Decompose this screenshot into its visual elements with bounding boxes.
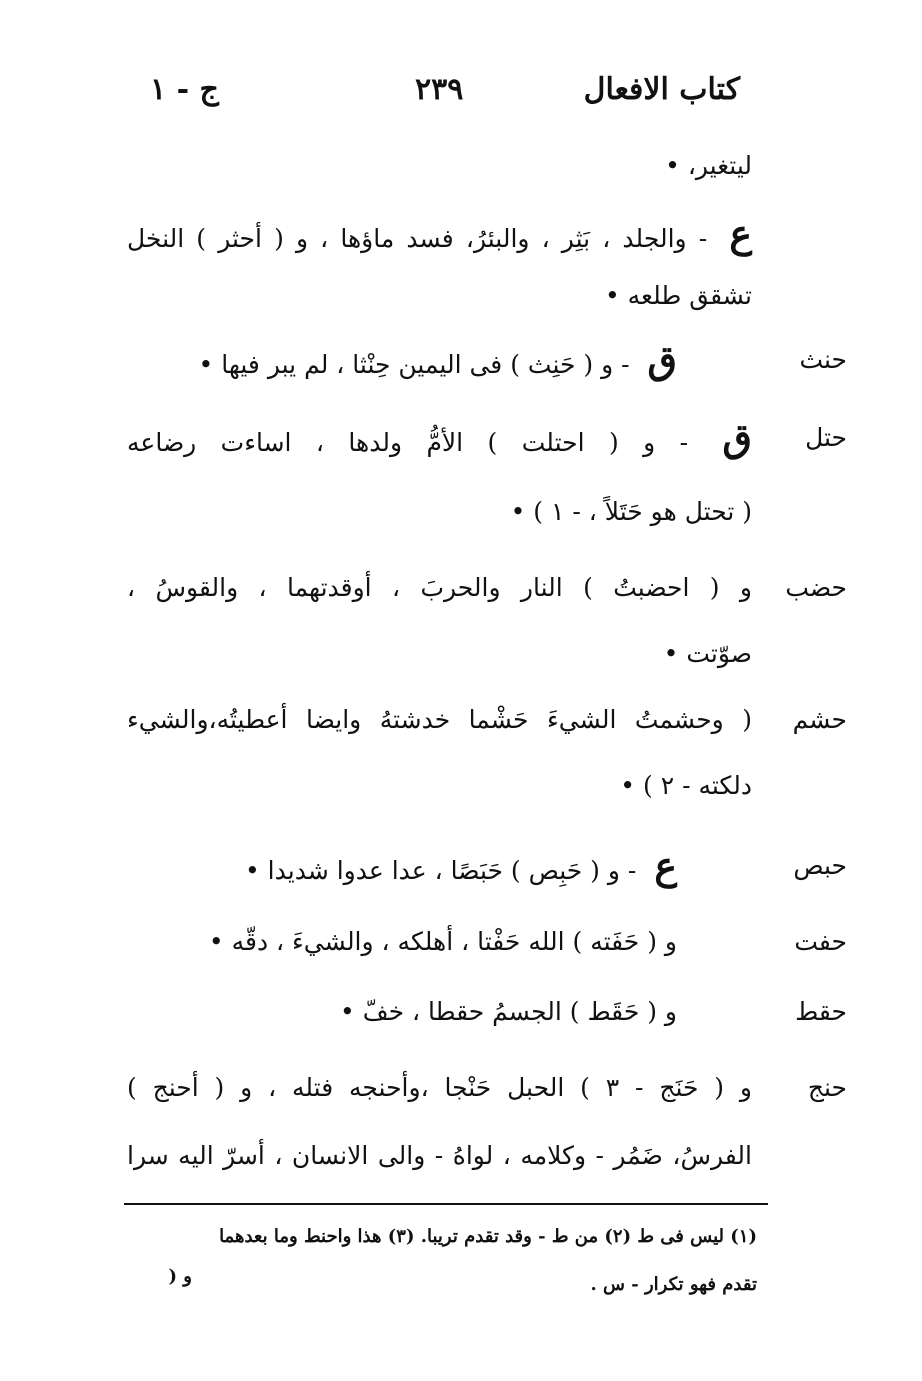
text-line: صوّتت • bbox=[663, 639, 752, 668]
headword: حشم bbox=[792, 705, 847, 734]
headword: حقط bbox=[795, 997, 847, 1026]
entry-text: - والجلد ، بَثِر ، والبئرُ، فسد ماؤها ، و ( أحثر ) النخل bbox=[127, 224, 720, 253]
headword: حفت bbox=[794, 927, 847, 956]
page-header bbox=[150, 72, 740, 122]
footnote-divider bbox=[124, 1203, 768, 1205]
text-line bbox=[127, 211, 752, 259]
headword: حبص bbox=[793, 851, 847, 880]
text-line: ليتغير، • bbox=[665, 151, 752, 180]
entry-marker: ق bbox=[722, 415, 752, 460]
text-line: دلكته - ٢ ) • bbox=[620, 771, 752, 800]
headword: حتل bbox=[805, 423, 847, 452]
entry-text: - و ( حَنِث ) فى اليمين حِنْثا ، لم يبر فيها • bbox=[198, 350, 638, 379]
text-line: تشقق طلعه • bbox=[604, 281, 752, 310]
text-line: و ( احضبتُ ) النار والحربَ ، أوقدتهما ، والقوسُ ، bbox=[127, 573, 752, 602]
text-line bbox=[127, 843, 677, 891]
footnote-line: و ( bbox=[168, 1266, 192, 1287]
text-line: و ( حَفَته ) الله حَفْتا ، أهلكه ، والشيءَ ، دقّه • bbox=[208, 927, 677, 956]
text-line: و ( حَنَج - ٣ ) الحبل حَنْجا ،وأحنجه فتله ، و ( أحنج ) bbox=[127, 1073, 752, 1102]
headword: حنج bbox=[807, 1073, 847, 1102]
footnote-line: تقدم فهو تكرار - س . bbox=[590, 1274, 757, 1295]
footnote-line: (١) ليس فى ط (٢) من ط - وقد تقدم تريبا. (٣) هذا واحنط وما بعدهما bbox=[219, 1226, 757, 1247]
entry-marker: ق bbox=[647, 337, 677, 382]
entry-text: - و ( حَبِص ) حَبَصًا ، عدا عدوا شديدا • bbox=[244, 856, 645, 885]
text-line bbox=[127, 415, 752, 463]
entry-marker: ع bbox=[654, 843, 677, 888]
text-line bbox=[127, 337, 677, 385]
headword: حضب bbox=[785, 573, 847, 602]
book-title: كتاب الافعال bbox=[583, 72, 740, 107]
text-line: و ( حَقَط ) الجسمُ حقطا ، خفّ • bbox=[340, 997, 677, 1026]
text-line: ( تحتل هو حَتَلاً ، - ١ ) • bbox=[510, 497, 752, 526]
entry-text: - و ( احتلت ) الأمُّ ولدها ، اساءت رضاعه bbox=[127, 428, 713, 457]
page-number: ٢٣٩ bbox=[415, 72, 464, 107]
text-line: الفرسُ، ضَمُر - وكلامه ، لواهُ - والى الانسان ، أسرّ اليه سرا bbox=[127, 1141, 752, 1170]
volume-label: ج - ١ bbox=[150, 72, 219, 107]
headword: حنث bbox=[799, 345, 847, 374]
entry-marker: ع bbox=[729, 211, 752, 256]
text-line: ( وحشمتُ الشيءَ حَشْما خدشتهُ وايضا أعطيتُه،والشيء bbox=[127, 705, 752, 734]
